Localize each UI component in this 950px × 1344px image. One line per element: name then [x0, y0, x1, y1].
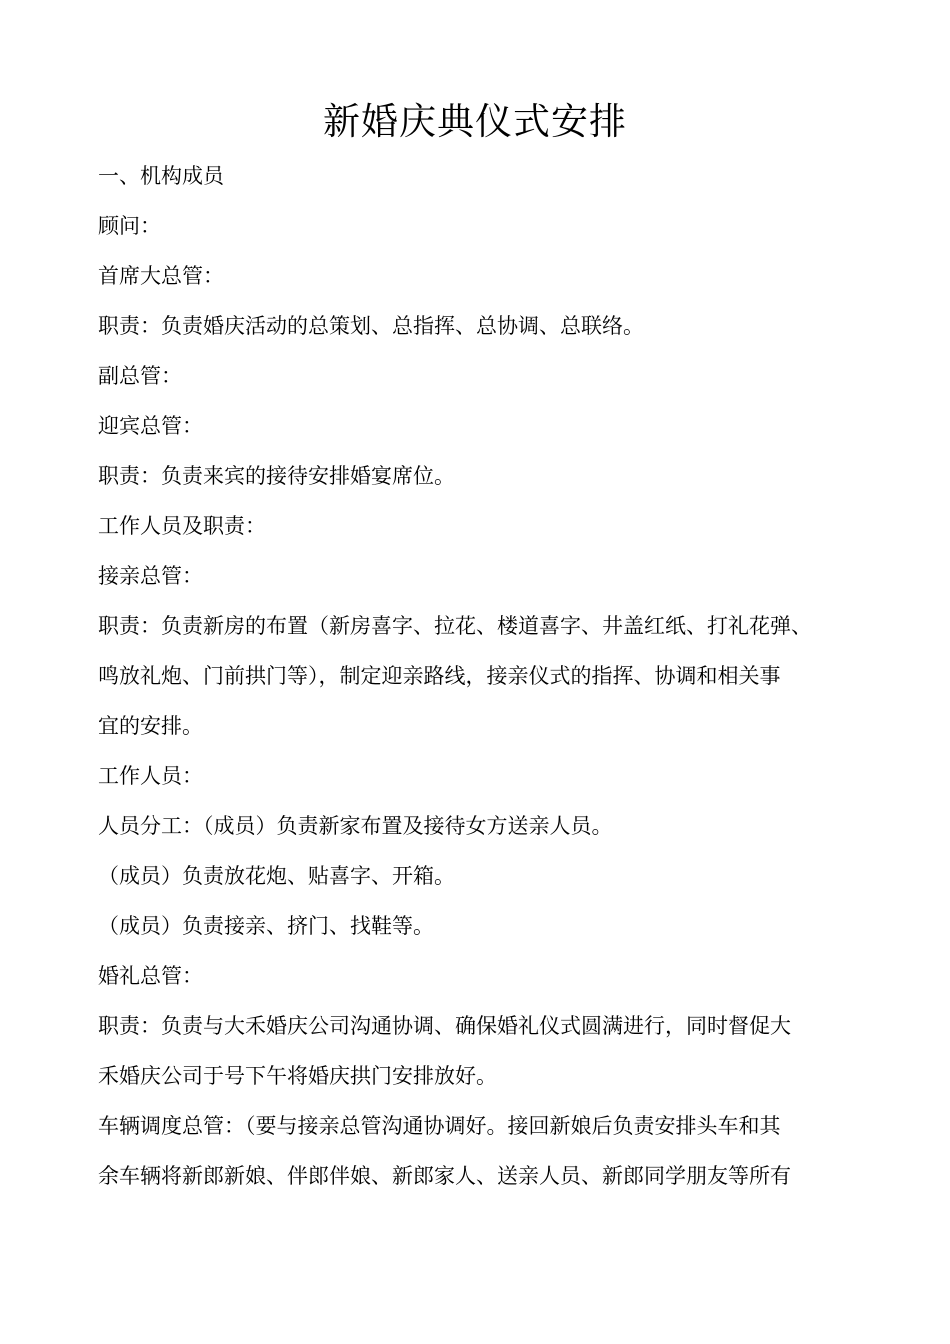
paragraph-line: 职责：负责与大禾婚庆公司沟通协调、确保婚礼仪式圆满进行，同时督促大 — [98, 1014, 791, 1038]
section-heading: 一、机构成员 — [98, 164, 224, 188]
paragraph-line: 工作人员： — [98, 764, 203, 788]
document-title: 新婚庆典仪式安排 — [323, 100, 627, 143]
paragraph-line: 禾婚庆公司于号下午将婚庆拱门安排放好。 — [98, 1064, 497, 1088]
paragraph-line: 宜的安排。 — [98, 714, 203, 738]
paragraph-line: 车辆调度总管：（要与接亲总管沟通协调好。接回新娘后负责安排头车和其 — [98, 1114, 781, 1138]
paragraph-line: 婚礼总管： — [98, 964, 203, 988]
paragraph-line: 职责：负责婚庆活动的总策划、总指挥、总协调、总联络。 — [98, 314, 644, 338]
paragraph-line: 接亲总管： — [98, 564, 203, 588]
paragraph-line: 副总管： — [98, 364, 182, 388]
paragraph-line: 人员分工：（成员）负责新家布置及接待女方送亲人员。 — [98, 814, 613, 838]
paragraph-line: 余车辆将新郎新娘、伴郎伴娘、新郎家人、送亲人员、新郎同学朋友等所有 — [98, 1164, 791, 1188]
paragraph-line: （成员）负责接亲、挤门、找鞋等。 — [98, 914, 434, 938]
paragraph-line: 职责：负责来宾的接待安排婚宴席位。 — [98, 464, 455, 488]
paragraph-line: 迎宾总管： — [98, 414, 203, 438]
paragraph-line: 顾问： — [98, 214, 161, 238]
paragraph-line: 职责：负责新房的布置（新房喜字、拉花、楼道喜字、井盖红纸、打礼花弹、 — [98, 614, 812, 638]
paragraph-line: 鸣放礼炮、门前拱门等），制定迎亲路线，接亲仪式的指挥、协调和相关事 — [98, 664, 781, 688]
paragraph-line: （成员）负责放花炮、贴喜字、开箱。 — [98, 864, 455, 888]
document-body — [98, 151, 858, 1201]
paragraph-line: 工作人员及职责： — [98, 514, 266, 538]
paragraph-line: 首席大总管： — [98, 264, 224, 288]
